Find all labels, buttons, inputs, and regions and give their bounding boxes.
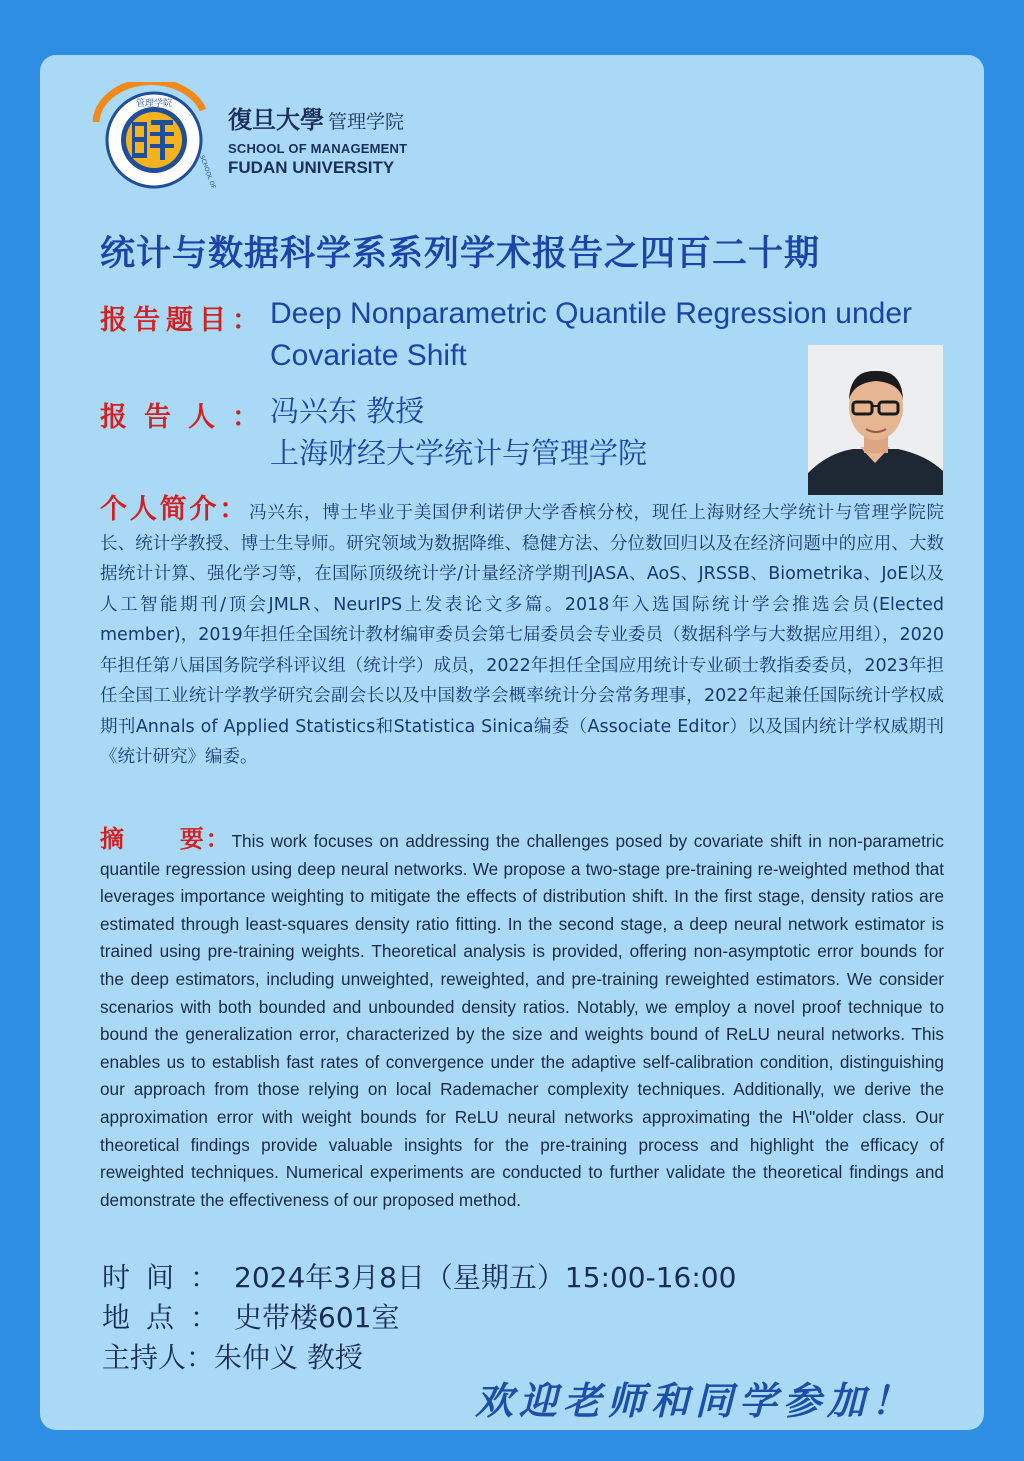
series-title: 统计与数据科学系系列学术报告之四百二十期 (100, 234, 821, 274)
abstract-label-a: 摘 (100, 824, 126, 853)
time-label: 时间： (102, 1261, 235, 1294)
logo-en-school: SCHOOL OF MANAGEMENT (228, 141, 408, 156)
topic-label: 报告题目： (100, 305, 265, 336)
abstract-text: This work focuses on addressing the challenges posed by covariate shift in non-parametric quantile regression using deep neural networks. We propose a two-stage pre-training re-weighted method that leverages importance weighting to mitigate the effects of distribution shift. In the first stage, density ratios are estimated through least-squares density ratio fitting. In the second stage, a deep neural network estimator is trained using pre-training weights. Theoretical analysis is provided, offering non-asymptotic error bounds for the deep estimators, including unweighted, reweighted, and pre-training reweighted estimators. We consider scenarios with both bounded and unbounded density ratios. Notably, we employ a novel proof technique to bound the generalization error, characterized by the size and weights bound of ReLU neural networks. This enables us to establish fast rates of convergence under the adaptive self-calibration condition, distinguishing our approach from those relying on local Rademacher complexity techniques. Additionally, we derive the approximation error with weight bounds for ReLU neural networks approximating the H\"older class. Our theoretical findings provide valuable insights for the pre-training process and highlight the efficacy of reweighted techniques. Numerical experiments are conducted to further validate the theoretical findings and demonstrate the effectiveness of our proposed method. (100, 831, 945, 1210)
place-value: 史带楼601室 (234, 1301, 400, 1334)
time-value: 2024年3月8日（星期五）15:00-16:00 (234, 1261, 737, 1294)
speaker-photo (808, 345, 943, 495)
logo-en-univ: FUDAN UNIVERSITY (228, 158, 395, 177)
svg-text:SCHOOL OF: SCHOOL OF (198, 154, 217, 190)
speaker-info (270, 390, 730, 474)
bio-section (100, 495, 944, 773)
fudan-management-seal-logo (88, 82, 218, 192)
event-info (102, 1258, 736, 1378)
speaker-name: 冯兴东 教授 (270, 394, 425, 428)
speaker-affiliation: 上海财经大学统计与管理学院 (270, 436, 648, 470)
logo-cn-school: 管理学院 (328, 111, 405, 133)
bio-label: 个人简介： (100, 494, 250, 525)
bio-text: 冯兴东，博士毕业于美国伊利诺伊大学香槟分校，现任上海财经大学统计与管理学院院长、统计学教授、博士生导师。研究领域为数据降维、稳健方法、分位数回归以及在经济问题中的应用、大数据统计计算、强化学习等，在国际顶级统计学/计量经济学期刊JASA、AoS、JRSSB、Biometrika、JoE以及人工智能期刊/顶会JMLR、NeurIPS上发表论文多篇。2018年入选国际统计学会推选会员(Elected member)，2019年担任全国统计教材编审委员会第七届委员会专业委员（数据科学与大数据应用组），2020年担任第八届国务院学科评议组（统计学）成员，2022年担任全国应用统计专业硕士教指委委员，2023年担任全国工业统计学教学研究会副会长以及中国数学会概率统计分会常务理事，2022年起兼任国际统计学权威期刊Annals of Applied Statistics和Statistica Sinica编委（Associate Editor）以及国内统计学权威期刊《统计研究》编委。 (100, 503, 945, 767)
speaker-label: 报告人： (100, 402, 276, 433)
logo-cn-line (228, 100, 407, 135)
place-row (102, 1298, 736, 1338)
topic-text: Deep Nonparametric Quantile Regression under Covariate Shift (270, 297, 913, 372)
host-label: 主持人： (102, 1341, 215, 1374)
fudan-logo-text (228, 100, 407, 178)
abstract-label-b: 要： (177, 824, 232, 853)
host-value: 朱仲义 教授 (214, 1341, 363, 1374)
logo-cn-name: 復旦大學 (228, 105, 324, 134)
abstract-section (100, 825, 944, 1214)
time-row (102, 1258, 736, 1298)
svg-text:管理学院: 管理学院 (135, 99, 173, 109)
place-label: 地点： (102, 1301, 235, 1334)
welcome-message: 欢迎老师和同学参加！ (475, 1378, 916, 1423)
